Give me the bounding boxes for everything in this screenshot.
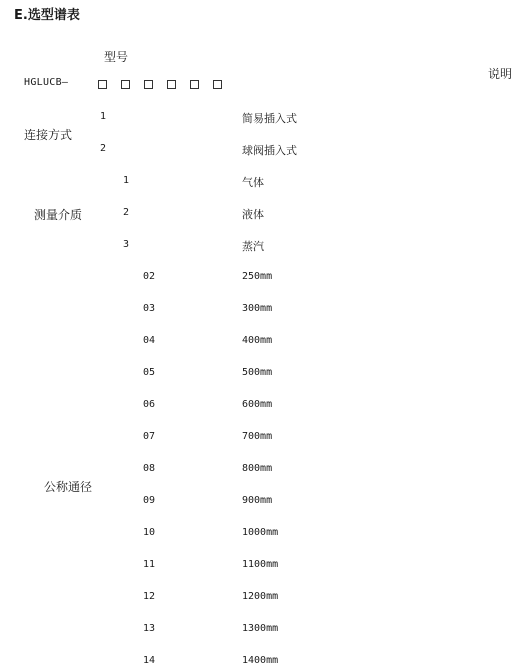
connection-code: 1 xyxy=(100,111,107,122)
diameter-code: 13 xyxy=(143,623,156,634)
diameter-code: 12 xyxy=(143,591,156,602)
model-slot xyxy=(144,80,153,89)
diameter-desc: 1400mm xyxy=(242,655,279,666)
page-title: E.选型谱表 xyxy=(14,8,80,23)
model-label: 型号 xyxy=(104,50,129,64)
diameter-code: 08 xyxy=(143,463,156,474)
diameter-desc: 1100mm xyxy=(242,559,279,570)
diameter-desc: 700mm xyxy=(242,431,273,442)
diameter-code: 04 xyxy=(143,335,156,346)
diameter-desc: 250mm xyxy=(242,271,273,282)
connection-desc: 球阀插入式 xyxy=(242,144,297,157)
diameter-code: 05 xyxy=(143,367,156,378)
diameter-code: 10 xyxy=(143,527,156,538)
diameter-code: 14 xyxy=(143,655,156,666)
diameter-desc: 900mm xyxy=(242,495,273,506)
medium-desc: 蒸汽 xyxy=(242,240,264,253)
diameter-desc: 400mm xyxy=(242,335,273,346)
model-slot xyxy=(98,80,107,89)
diameter-code: 02 xyxy=(143,271,156,282)
diameter-desc: 300mm xyxy=(242,303,273,314)
model-slot xyxy=(121,80,130,89)
medium-label: 测量介质 xyxy=(34,208,83,222)
connection-desc: 简易插入式 xyxy=(242,112,297,125)
medium-desc: 气体 xyxy=(242,176,264,189)
diameter-label: 公称通径 xyxy=(44,480,93,494)
diameter-code: 06 xyxy=(143,399,156,410)
diameter-code: 03 xyxy=(143,303,156,314)
diameter-desc: 500mm xyxy=(242,367,273,378)
model-slot xyxy=(190,80,199,89)
diameter-code: 07 xyxy=(143,431,156,442)
medium-code: 2 xyxy=(123,207,130,218)
medium-code: 3 xyxy=(123,239,130,250)
connection-label: 连接方式 xyxy=(24,128,73,142)
diameter-desc: 1200mm xyxy=(242,591,279,602)
medium-desc: 液体 xyxy=(242,208,264,221)
diameter-code: 09 xyxy=(143,495,156,506)
diameter-desc: 600mm xyxy=(242,399,273,410)
diameter-code: 11 xyxy=(143,559,156,570)
model-slot xyxy=(167,80,176,89)
explain-header: 说明 xyxy=(488,67,513,81)
diameter-desc: 1000mm xyxy=(242,527,279,538)
diameter-desc: 800mm xyxy=(242,463,273,474)
diameter-desc: 1300mm xyxy=(242,623,279,634)
connection-code: 2 xyxy=(100,143,107,154)
model-prefix: HGLUCB— xyxy=(24,77,69,88)
model-slot xyxy=(213,80,222,89)
medium-code: 1 xyxy=(123,175,130,186)
